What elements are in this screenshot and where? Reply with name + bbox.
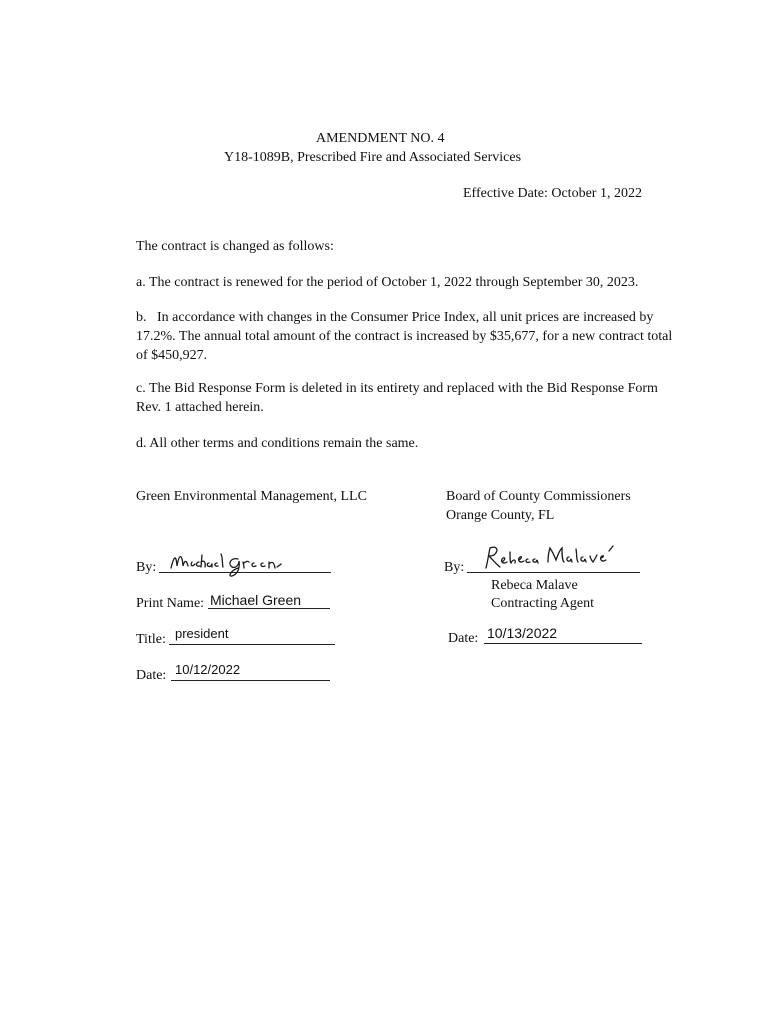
title-line (169, 644, 335, 645)
print-name-label: Print Name: (136, 596, 205, 611)
title-label: Title: (136, 632, 166, 647)
county-name-line1: Board of County Commissioners (446, 489, 631, 504)
item-c: c. The Bid Response Form is deleted in its entirety and replaced with the Bid Response Form Rev. 1 attached herein. (136, 381, 658, 415)
intro-text: The contract is changed as follows: (136, 239, 334, 254)
signer-name: Rebeca Malave (491, 578, 578, 593)
print-name-line (208, 608, 330, 609)
left-by-label: By: (136, 560, 157, 575)
left-date-line (171, 680, 330, 681)
item-d: d. All other terms and conditions remain the same. (136, 436, 419, 451)
right-date-value: 10/13/2022 (487, 625, 558, 641)
print-name-value: Michael Green (210, 592, 302, 608)
right-by-label: By: (444, 560, 465, 575)
amendment-title: AMENDMENT NO. 4 (316, 131, 445, 146)
effective-date: Effective Date: October 1, 2022 (463, 186, 642, 201)
title-value: president (175, 626, 229, 641)
contract-subtitle: Y18-1089B, Prescribed Fire and Associated Services (224, 150, 522, 165)
county-name-line2: Orange County, FL (446, 508, 555, 523)
left-date-label: Date: (136, 668, 167, 683)
right-date-label: Date: (448, 631, 479, 646)
left-date-value: 10/12/2022 (175, 662, 241, 677)
item-b: b. In accordance with changes in the Consumer Price Index, all unit prices are increased by 17.2%. The annual total amount of the contract is increased by $35,677, for a new contract total of $450,927. (136, 310, 673, 363)
right-signature (480, 542, 640, 574)
right-date-line (484, 643, 642, 644)
signer-title: Contracting Agent (491, 596, 595, 611)
left-signature (168, 548, 293, 578)
contractor-name: Green Environmental Management, LLC (136, 489, 367, 504)
item-a: a. The contract is renewed for the period of October 1, 2022 through September 30, 2023. (136, 275, 639, 290)
